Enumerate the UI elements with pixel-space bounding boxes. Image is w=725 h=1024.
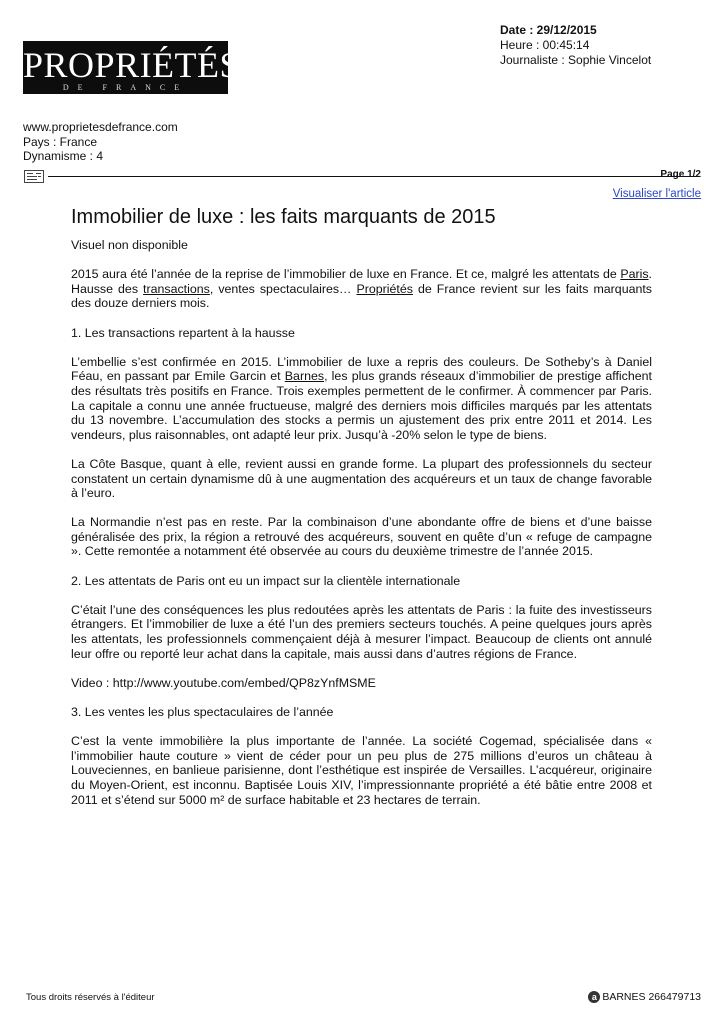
site-url: www.proprietesdefrance.com	[23, 120, 178, 134]
date-label: Date : 29/12/2015	[500, 23, 597, 37]
link-transactions[interactable]: transactions	[143, 281, 210, 296]
source-meta	[23, 120, 178, 164]
section-heading-3: 3. Les ventes les plus spectaculaires de l’année	[71, 705, 334, 719]
dynamism-label: Dynamisme : 4	[23, 149, 104, 163]
source-icon: a	[588, 991, 600, 1003]
section-heading-2: 2. Les attentats de Paris ont eu un impact sur la clientèle internationale	[71, 573, 461, 588]
link-paris[interactable]: Paris	[620, 267, 649, 282]
view-article-link[interactable]: Visualiser l'article	[612, 188, 701, 200]
paragraph-attentats: C’était l’une des conséquences les plus redoutées après les attentats de Paris : la fuite des investisseurs étrangers. Et l’immobilier de luxe a été l’un des premiers secteurs touchés. A peine quelques jours après les attentats, les professionnels commençaient déjà à mesurer l’impact. Beaucoup de clients ont annulé leur offre ou reporté leur achat dans la capitale, mais aussi dans d’autres régions de France.	[71, 602, 652, 661]
source-tag	[588, 991, 701, 1003]
rights-notice: Tous droits réservés à l'éditeur	[26, 992, 155, 1003]
section-heading-1: 1. Les transactions repartent à la hausse	[71, 325, 295, 340]
time-label: Heure : 00:45:14	[500, 38, 590, 52]
publication-logo	[23, 41, 241, 94]
journalist-label: Journaliste : Sophie Vincelot	[500, 53, 652, 67]
country-label: Pays : France	[23, 134, 98, 149]
article-meta	[500, 23, 651, 68]
link-proprietes[interactable]: Propriétés	[356, 281, 413, 296]
text-span: 2015 aura été l’année de la reprise de l’immobilier de luxe en France. Et ce, malgré les attentats de	[71, 267, 621, 282]
paragraph-transactions	[71, 355, 652, 443]
divider-line	[48, 176, 700, 177]
text-span: , ventes spectaculaires…	[209, 281, 357, 296]
paragraph-ventes: C’est la vente immobilière la plus importante de l’année. La société Cogemad, spécialisée dans « l’immobilier haute couture » vient de céder pour un peu plus de 275 millions d’euros un château à Louveciennes, en banlieue parisienne, dont l’esthétique est inspirée de Versailles. L’acquéreur, originaire du Moyen-Orient, est inconnu. Baptisée Louis XIV, l’impressionnante propriété a été bâtie entre 2008 et 2011 et s’étend sur 5000 m² de surface habitable et 23 hectares de terrain.	[71, 734, 652, 807]
text-span: . Hausse des	[71, 267, 652, 296]
page-number: Page 1/2	[660, 169, 701, 180]
video-line: Video : http://www.youtube.com/embed/QP8zYnfMSME	[71, 675, 376, 690]
logo-main-text: PROPRIÉTÉS	[23, 45, 241, 85]
header-rule	[24, 168, 700, 186]
paragraph-intro	[71, 267, 652, 311]
article-body	[71, 205, 652, 822]
document-icon	[24, 170, 44, 183]
text-span: L’embellie s’est confirmée en 2015. L’immobilier de luxe a repris des couleurs. De Sotheby’s à Daniel Féau, en passant par Emile Garcin et	[71, 354, 652, 384]
text-span: , les plus grands réseaux d’immobilier de prestige affichent des résultats très positifs en France. Trois exemples permettent de le confirmer. À commencer par Paris. La capitale a connu une année fructueuse, malgré des derniers mois difficiles marqués par les attentats du 13 novembre. L’accumulation des stocks a permis un ajustement des prix entre 2011 et 2014. Les vendeurs, plus raisonnables, ont adapté leur prix. Jusqu’à -20% selon le type de biens.	[71, 369, 652, 442]
paragraph-normandie: La Normandie n’est pas en reste. Par la combinaison d’une abondante offre de biens et d’une baisse généralisée des prix, la région a retrouvé des acquéreurs, souvent en quête d’un « refuge de campagne ». Cette remontée a notamment été observée au cours du deuxième trimestre de l’année 2015.	[71, 515, 652, 559]
article-title: Immobilier de luxe : les faits marquants de 2015	[71, 206, 496, 228]
source-label: BARNES 266479713	[602, 991, 701, 1003]
visual-note: Visuel non disponible	[71, 238, 188, 252]
logo-sub-text: DE FRANCE	[62, 83, 189, 92]
text-span: de France revient sur les faits marquants des douze derniers mois.	[71, 281, 653, 311]
paragraph-cote-basque: La Côte Basque, quant à elle, revient aussi en grande forme. La plupart des professionnels du secteur constatent un certain dynamisme dû à une augmentation des acquéreurs et un taux de change favorable à l’euro.	[71, 456, 652, 501]
link-barnes[interactable]: Barnes	[284, 369, 325, 384]
